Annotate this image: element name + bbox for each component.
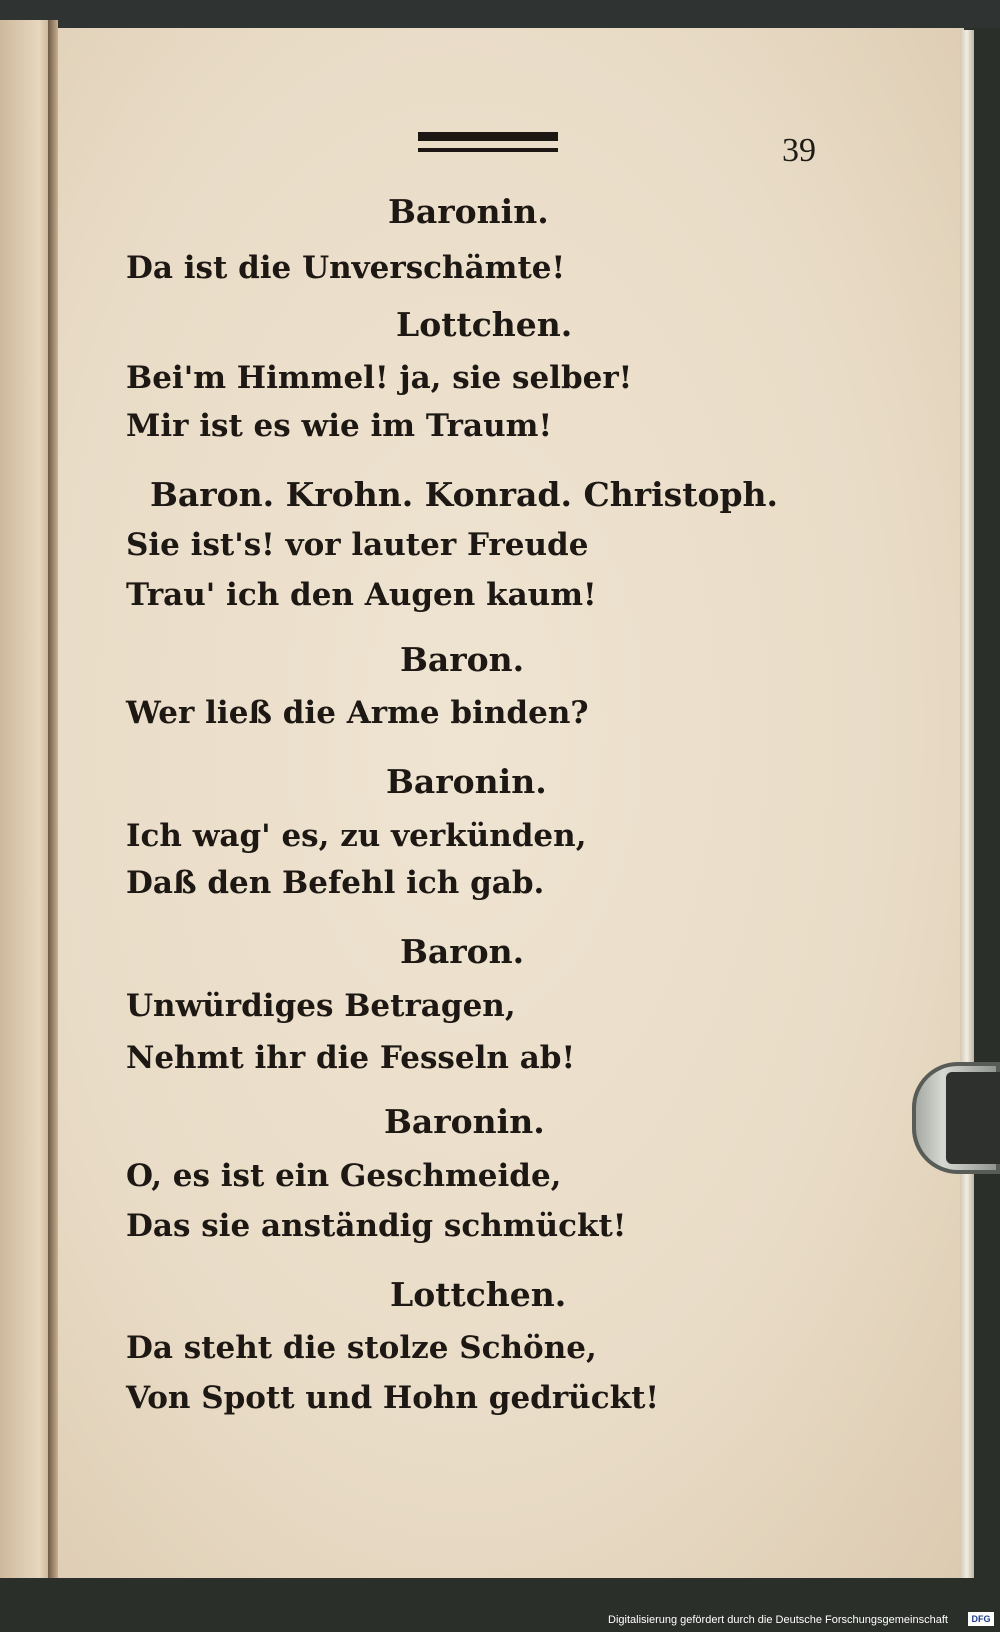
verse-line: O, es ist ein Geschmeide, [126, 1158, 562, 1194]
verse-line: Da steht die stolze Schöne, [126, 1330, 597, 1366]
speaker-name: Lottchen. [390, 1275, 567, 1314]
verse-line: Wer ließ die Arme binden? [126, 695, 589, 731]
speaker-name: Baronin. [388, 192, 549, 231]
verse-line: Da ist die Unverschämte! [126, 250, 566, 286]
header-rule [418, 132, 558, 158]
header-rule-thick [418, 132, 558, 141]
digitization-credit: Digitalisierung gefördert durch die Deutsche Forschungsgemeinschaft [608, 1614, 948, 1626]
verse-line: Trau' ich den Augen kaum! [126, 577, 597, 613]
page-stack-edge [960, 30, 974, 1578]
verse-line: Bei'm Himmel! ja, sie selber! [126, 360, 633, 396]
page-number: 39 [782, 132, 816, 169]
page-clip [912, 1062, 1000, 1174]
speaker-name: Baron. [400, 932, 525, 971]
speaker-name: Baron. Krohn. Konrad. Christoph. [150, 475, 779, 514]
scan-background-top [0, 0, 1000, 28]
speaker-name: Baron. [400, 640, 525, 679]
speaker-name: Baronin. [384, 1102, 545, 1141]
verse-line: Sie ist's! vor lauter Freude [126, 527, 589, 563]
verse-line: Das sie anständig schmückt! [126, 1208, 627, 1244]
dfg-logo: DFG [968, 1612, 994, 1626]
verse-line: Nehmt ihr die Fesseln ab! [126, 1040, 576, 1076]
speaker-name: Baronin. [386, 762, 547, 801]
speaker-name: Lottchen. [396, 305, 573, 344]
book-gutter [48, 20, 58, 1580]
verse-line: Mir ist es wie im Traum! [126, 408, 553, 444]
verse-line: Daß den Befehl ich gab. [126, 865, 545, 901]
verse-line: Ich wag' es, zu verkünden, [126, 818, 587, 854]
header-rule-thin [418, 148, 558, 152]
verse-line: Unwürdiges Betragen, [126, 988, 516, 1024]
verse-line: Von Spott und Hohn gedrückt! [126, 1380, 659, 1416]
